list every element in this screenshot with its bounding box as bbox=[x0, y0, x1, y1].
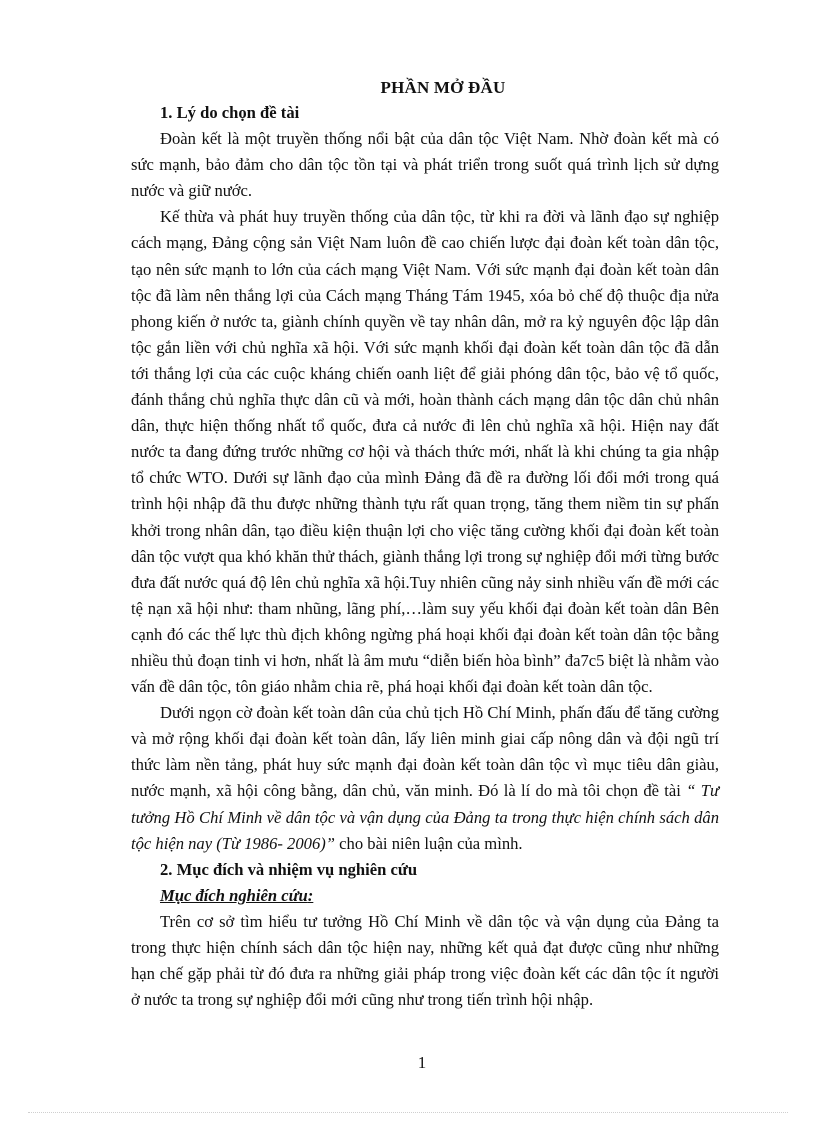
subheading-suffix: : bbox=[307, 885, 314, 905]
section-1-paragraph-3 bbox=[131, 700, 719, 857]
paragraph-text-end: cho bài niên luận của mình. bbox=[335, 833, 523, 853]
section-2-paragraph: Trên cơ sở tìm hiểu tư tưởng Hồ Chí Minh về dân tộc và vận dụng của Đảng ta trong thực hiện chính sách dân tộc hiện nay, những kết quả đạt được cũng như những hạn chế gặp phải từ đó đưa ra những giải pháp trong việc đoàn kết các dân tộc ít người ở nước ta trong sự nghiệp đổi mới cũng như trong tiến trình hội nhập. bbox=[131, 911, 719, 1010]
section-1-heading: 1. Lý do chọn đề tài bbox=[160, 103, 300, 122]
subheading-label: Mục đích nghiên cứu bbox=[160, 885, 308, 905]
section-2-subheading bbox=[131, 883, 719, 909]
page-number: 1 bbox=[417, 1053, 427, 1072]
section-2-heading: 2. Mục đích và nhiệm vụ nghiên cứu bbox=[160, 859, 418, 879]
document-body bbox=[131, 100, 719, 1013]
section-1-paragraph-1: Đoàn kết là một truyền thống nổi bật của dân tộc Việt Nam. Nhờ đoàn kết mà có sức mạnh, bảo đảm cho dân tộc tồn tại và phát triển trong suốt quá trình lịch sử dựng nước và giữ nước. bbox=[131, 129, 719, 201]
page-title: PHẦN MỞ ĐẦU bbox=[380, 78, 506, 97]
page-bottom-divider bbox=[28, 1112, 788, 1113]
section-1-paragraph-2: Kế thừa và phát huy truyền thống của dân tộc, từ khi ra đời và lãnh đạo sự nghiệp cách mạng, Đảng cộng sản Việt Nam luôn đề cao chiến lược đại đoàn kết toàn dân tộc, tạo nên sức mạnh to lớn của cách mạng Việt Nam. Với sức mạnh đại đoàn kết toàn dân tộc đã làm nên thắng lợi của Cách mạng Tháng Tám 1945, xóa bỏ chế độ thuộc địa nửa phong kiến ở nước ta, giành chính quyền về tay nhân dân, mở ra kỷ nguyên độc lập dân tộc gắn liền với chủ nghĩa xã hội. Với sức mạnh khối đại đoàn kết toàn dân tộc đã dẫn tới thắng lợi của các cuộc kháng chiến oanh liệt để giải phóng dân tộc, bảo vệ tổ quốc, đánh thắng chủ nghĩa thực dân cũ và mới, hoàn thành cách mạng dân tộc dân chủ nhân dân, thực hiện thống nhất tổ quốc, đưa cả nước đi lên chủ nghĩa xã hội. Hiện nay đất nước ta đang đứng trước những cơ hội và thách thức mới, nhất là khi chúng ta gia nhập tổ chức WTO. Dưới sự lãnh đạo của mình Đảng đã đề ra đường lối đổi mới trong quá trình hội nhập đã thu được những thành tựu rất quan trọng, tăng them niềm tin sự phấn khởi trong nhân dân, tạo điều kiện thuận lợi cho việc tăng cường khối đại đoàn kết toàn dân tộc vượt qua khó khăn thử thách, giành thắng lợi trong sự nghiệp đổi mới từng bước đưa đất nước quá độ lên chủ nghĩa xã hội.Tuy nhiên cũng nảy sinh nhiều vấn đề mới các tệ nạn xã hội như: tham nhũng, lãng phí,…làm suy yếu khối đại đoàn kết toàn dân Bên cạnh đó các thế lực thù địch không ngừng phá hoại khối đại đoàn kết toàn dân tộc bằng nhiều thủ đoạn tinh vi hơn, nhất là âm mưu “diễn biến hòa bình” đa7c5 biệt là nhằm vào vấn đề dân tộc, tôn giáo nhằm chia rẽ, phá hoại khối đại đoàn kết toàn dân tộc. bbox=[131, 207, 719, 697]
thesis-title-quote: “ Tư tưởng Hồ Chí Minh về dân tộc và vận dụng của Đảng ta trong thực hiện chính sách dân tộc hiện nay (Từ 1986- 2006)” bbox=[131, 781, 719, 853]
paragraph-text: Dưới ngọn cờ đoàn kết toàn dân của chủ tịch Hồ Chí Minh, phấn đấu để tăng cường và mở rộng khối đại đoàn kết toàn dân, lấy liên minh giai cấp nông dân và đội ngũ trí thức làm nền tảng, phát huy sức mạnh đại đoàn kết toàn dân tộc vì mục tiêu dân giàu, nước mạnh, xã hội công bằng, dân chủ, văn minh. Đó là lí do mà tôi chọn đề tài bbox=[131, 703, 719, 801]
